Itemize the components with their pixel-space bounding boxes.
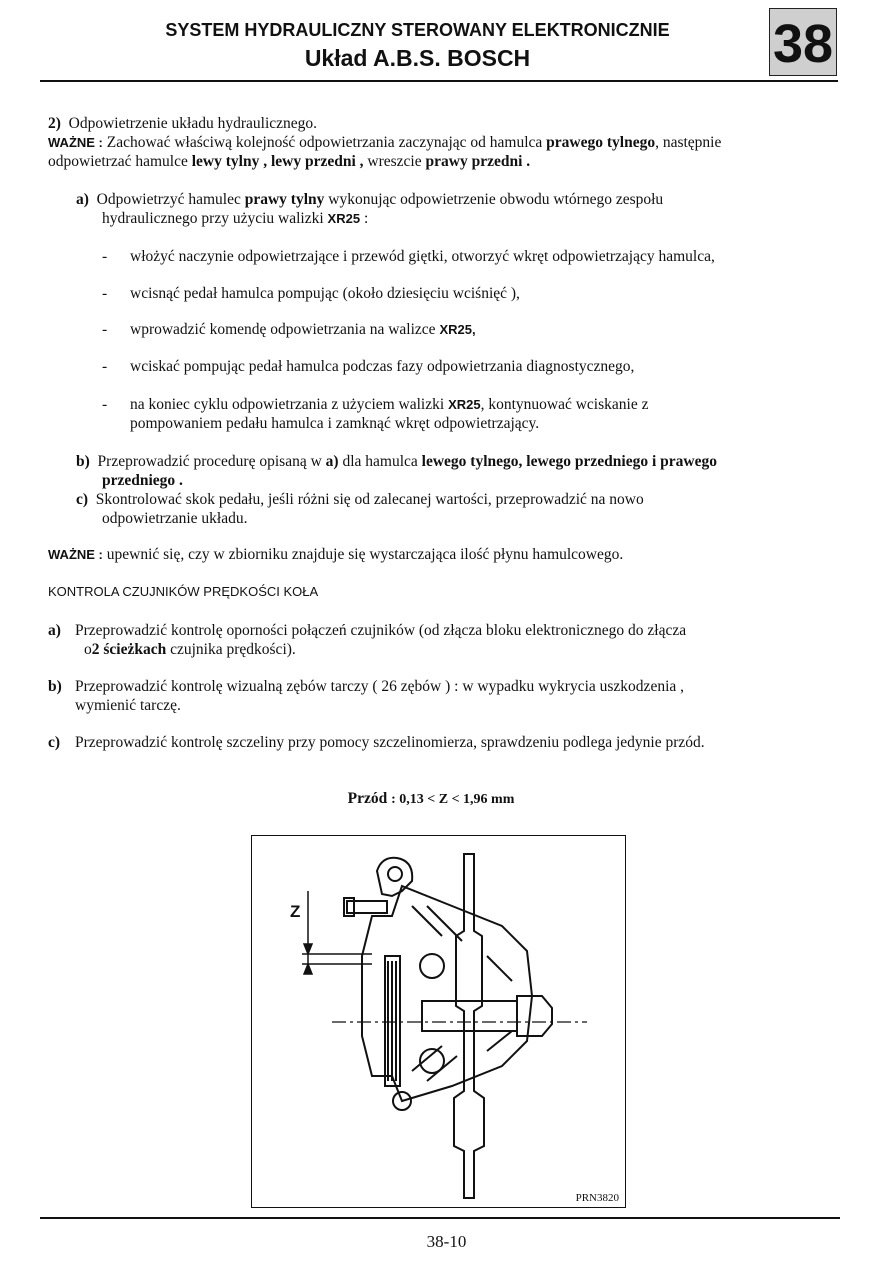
sub-a-label: a) (76, 191, 89, 208)
step2-text: Odpowietrzenie układu hydraulicznego. (68, 115, 318, 132)
important1-text-c: , następnie (655, 134, 722, 151)
sensors-a-line1 (48, 621, 686, 640)
gap-spec-value: : 0,13 < Z < 1,96 mm (391, 792, 515, 807)
sub-c-line1 (76, 490, 644, 509)
sub-b-text-c: dla hamulca (342, 453, 418, 470)
important2 (48, 545, 623, 564)
bullet-dash: - (102, 248, 108, 265)
sub-b-text-a: Przeprowadzić procedurę opisaną w (97, 453, 322, 470)
important1-text-g: wreszcie (367, 153, 422, 170)
sensors-a-text-b: o (84, 641, 92, 658)
important2-text: upewnić się, czy w zbiorniku znajduje się wystarczająca ilość płynu hamulcowego. (106, 546, 624, 563)
footer-divider (40, 1217, 840, 1219)
wheel-hub-drawing (252, 836, 624, 1206)
bullet-dash: - (102, 285, 108, 302)
sub-b-text-e: przedniego . (102, 472, 183, 489)
sensors-a-text: Przeprowadzić kontrolę oporności połączeń czujników (od złącza bloku elektronicznego do złącza (75, 622, 687, 639)
bullet-3 (102, 320, 476, 339)
sub-a-line2 (102, 209, 368, 228)
sub-a-text-d: hydraulicznego przy użyciu walizki (102, 210, 324, 227)
bullet-text: wprowadzić komendę odpowietrzania na walizce (130, 321, 436, 338)
important1-text-a: Zachować właściwą kolejność odpowietrzania zaczynając od hamulca (106, 134, 543, 151)
important2-label: WAŻNE : (48, 547, 103, 562)
important1-text-e: lewy tylny , (191, 153, 268, 170)
bullet-2 (102, 284, 520, 303)
gap-spec (0, 789, 862, 809)
sensors-a-text-d: czujnika prędkości). (170, 641, 296, 658)
sub-a-text-a: Odpowietrzyć hamulec (96, 191, 241, 208)
bullet-dash: - (102, 321, 108, 338)
sub-b-text-d: lewego tylnego, lewego przedniego i prawego (421, 453, 717, 470)
important1-label: WAŻNE : (48, 135, 103, 150)
sensors-b-line1 (48, 677, 684, 696)
step2-line (48, 114, 317, 133)
sub-a-text-e: : (363, 210, 369, 227)
bullet-text: wcisnąć pedał hamulca pompując (około dziesięciu wciśnięć ), (130, 285, 520, 302)
sensors-b-label: b) (48, 678, 62, 695)
bullet-5 (102, 395, 648, 414)
bullet-text: wciskać pompując pedał hamulca podczas fazy odpowietrzania diagnostycznego, (130, 358, 635, 375)
sensors-a-label: a) (48, 622, 61, 639)
sub-c-line2: odpowietrzanie układu. (102, 510, 248, 527)
important1-text-f: lewy przedni , (270, 153, 364, 170)
sub-b-label: b) (76, 453, 90, 470)
header-title-line2: Układ A.B.S. BOSCH (304, 45, 531, 71)
important1-text-h: prawy przedni . (425, 153, 531, 170)
important1-text-b: prawego tylnego (546, 134, 656, 151)
sensors-a-text-c: 2 ścieżkach (91, 641, 167, 658)
bullet-5-line2: pompowaniem pedału hamulca i zamknąć wkręt odpowietrzający. (130, 415, 540, 432)
sub-b-text-b: a) (325, 453, 339, 470)
header-title-line1: SYSTEM HYDRAULICZNY STEROWANY ELEKTRONICZNIE (165, 20, 670, 40)
figure-code: PRN3820 (575, 1192, 619, 1204)
sub-b-line1 (76, 452, 717, 471)
bullet-dash: - (102, 396, 108, 413)
gap-spec-label: Przód (347, 790, 388, 807)
section-number-badge: 38 (769, 8, 837, 76)
sub-b-line2 (102, 471, 183, 490)
dimension-z-label: Z (290, 902, 301, 921)
sensors-heading: KONTROLA CZUJNIKÓW PRĘDKOŚCI KOŁA (48, 584, 319, 599)
sensors-c-line1 (48, 733, 705, 752)
sensors-c-text: Przeprowadzić kontrolę szczeliny przy pomocy szczelinomierza, sprawdzeniu podlega jedynie przód. (75, 734, 705, 751)
sub-a-line1 (76, 190, 663, 209)
sensors-c-label: c) (48, 734, 61, 751)
sensors-b-line2: wymienić tarczę. (75, 697, 181, 714)
bullet-1 (102, 247, 715, 266)
bullet-xr25: XR25 (448, 397, 481, 412)
step2-number: 2) (48, 115, 61, 132)
bullet-text: na koniec cyklu odpowietrzania z użyciem walizki (130, 396, 445, 413)
sensors-a-line2 (84, 640, 296, 659)
bullet-dash: - (102, 358, 108, 375)
sub-c-label: c) (76, 491, 89, 508)
wheel-sensor-diagram (251, 835, 626, 1208)
important1-line1 (48, 133, 721, 152)
important1-line2 (48, 152, 530, 171)
sub-a-text-b: prawy tylny (244, 191, 325, 208)
bullet-4 (102, 357, 634, 376)
bullet-text-c: , kontynuować wciskanie z (480, 396, 649, 413)
important1-text-d: odpowietrzać hamulce (48, 153, 188, 170)
sub-a-xr25: XR25 (327, 211, 361, 226)
sensors-b-text: Przeprowadzić kontrolę wizualną zębów tarczy ( 26 zębów ) : w wypadku wykrycia uszkodzenia , (75, 678, 685, 695)
page-number: 38-10 (426, 1232, 467, 1251)
sub-a-text-c: wykonując odpowietrzenie obwodu wtórnego zespołu (328, 191, 664, 208)
bullet-xr25: XR25, (439, 322, 476, 337)
sub-c-text-a: Skontrolować skok pedału, jeśli różni się od zalecanej wartości, przeprowadzić na nowo (95, 491, 644, 508)
bullet-text: włożyć naczynie odpowietrzające i przewód giętki, otworzyć wkręt odpowietrzający hamulca, (130, 248, 715, 265)
header-divider (40, 80, 838, 82)
